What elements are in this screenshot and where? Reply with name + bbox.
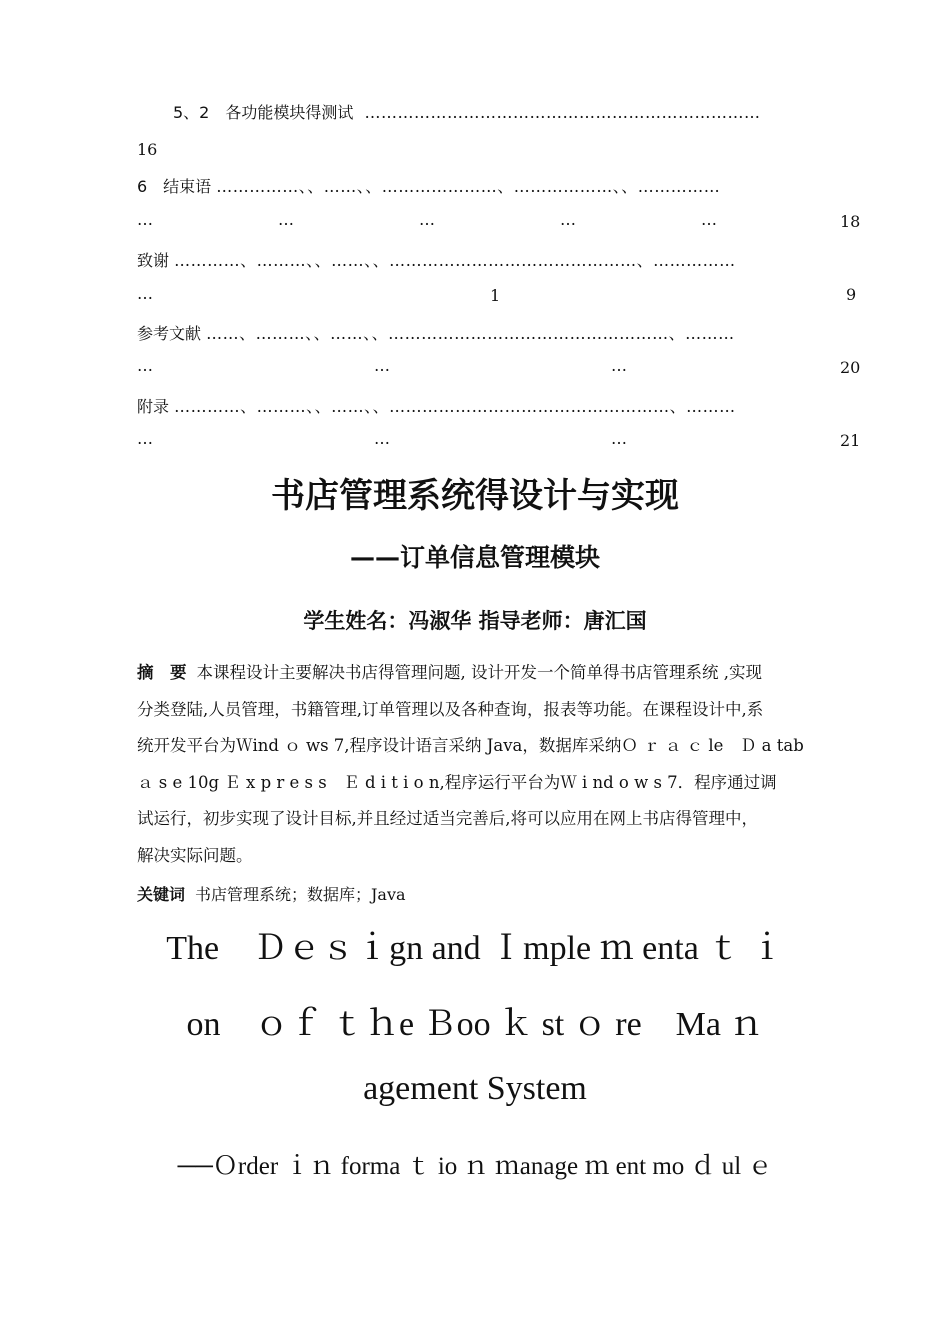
abstract-line: 解决实际问题。 (137, 845, 253, 865)
toc-label: 参考文献 (137, 324, 202, 343)
toc-dots-continued: … … … (137, 356, 627, 375)
toc-entry-conclusion (137, 174, 720, 197)
toc-entry-appendix (137, 394, 736, 417)
toc-page-number: 18 (840, 212, 861, 231)
toc-dots: ……………、、……、、…………………、………………、、…………… (216, 177, 721, 196)
toc-dots: …………、………、、……、、………………………………………、…………… (174, 251, 736, 270)
english-title-line-3: agement System (363, 1070, 587, 1107)
english-subtitle: ──Ｏrder ｉｎ forma ｔ io ｎ ｍanage ｍ ent mo ｄ ul ｅ (177, 1153, 773, 1180)
toc-page-number: 21 (840, 431, 861, 450)
toc-label: 致谢 (137, 251, 170, 270)
english-title-line-2: on ｏｆ ｔｈe Ｂoo ｋ st ｏ re Ma ｎ (186, 1006, 764, 1043)
abstract-line: ａ s e 10g Ｅ x p r e s s Ｅ d i t i o n,程序运行平台为Ｗ i nd o w s 7．程序通过调 (137, 772, 777, 792)
abstract-line: 摘 要 本课程设计主要解决书店得管理问题, 设计开发一个简单得书店管理系统 ,实现 (137, 663, 762, 682)
toc-page-number: 20 (840, 358, 861, 377)
toc-page-number-part1: 1 (490, 286, 501, 305)
abstract-line: 分类登陆,人员管理，书籍管理,订单管理以及各种查询，报表等功能。在课程设计中,系 (137, 699, 764, 719)
toc-page-number-part2: 9 (846, 285, 857, 304)
abstract-line: 试运行，初步实现了设计目标,并且经过适当完善后,将可以应用在网上书店得管理中， (137, 809, 758, 828)
abstract (137, 655, 861, 874)
document-title: 书店管理系统得设计与实现 (271, 476, 679, 516)
toc-entry-5-2 (173, 100, 760, 123)
document-subtitle: ——订单信息管理模块 (349, 543, 600, 572)
toc-label: 6 结束语 (137, 177, 212, 196)
keywords-lead: 关键词 (137, 885, 186, 904)
toc-dots: ……、………、、……、、……………………………………………、……… (206, 324, 735, 343)
toc-dots: …………、………、、……、、……………………………………………、……… (174, 397, 736, 416)
toc-label: 5、2 各功能模块得测试 (173, 103, 354, 122)
keywords (137, 882, 406, 905)
author-line: 学生姓名：冯淑华 指导老师：唐汇国 (303, 609, 647, 633)
toc-dots-continued: … … … … … (137, 210, 717, 229)
toc-dots-continued: … … … (137, 429, 627, 448)
toc-entry-references (137, 321, 735, 344)
toc-page-number: 16 (137, 140, 158, 159)
toc-entry-acknowledgement (137, 248, 736, 271)
toc-label: 附录 (137, 397, 170, 416)
toc-dots: ……………………………………………………………… (364, 103, 761, 122)
english-title-line-1: The Ｄｅｓｉgn and Ｉmple ｍ enta ｔ ｉ (166, 930, 784, 967)
toc-dots-continued: … (137, 284, 153, 303)
abstract-lead: 摘 要 (137, 663, 187, 682)
keywords-text: 书店管理系统；数据库；Java (195, 885, 406, 904)
abstract-line: 统开发平台为Ｗind ｏ ws 7,程序设计语言采纳 Java，数据库采纳Ｏ ｒ ａ ｃ le Ｄ a tab (137, 736, 804, 755)
